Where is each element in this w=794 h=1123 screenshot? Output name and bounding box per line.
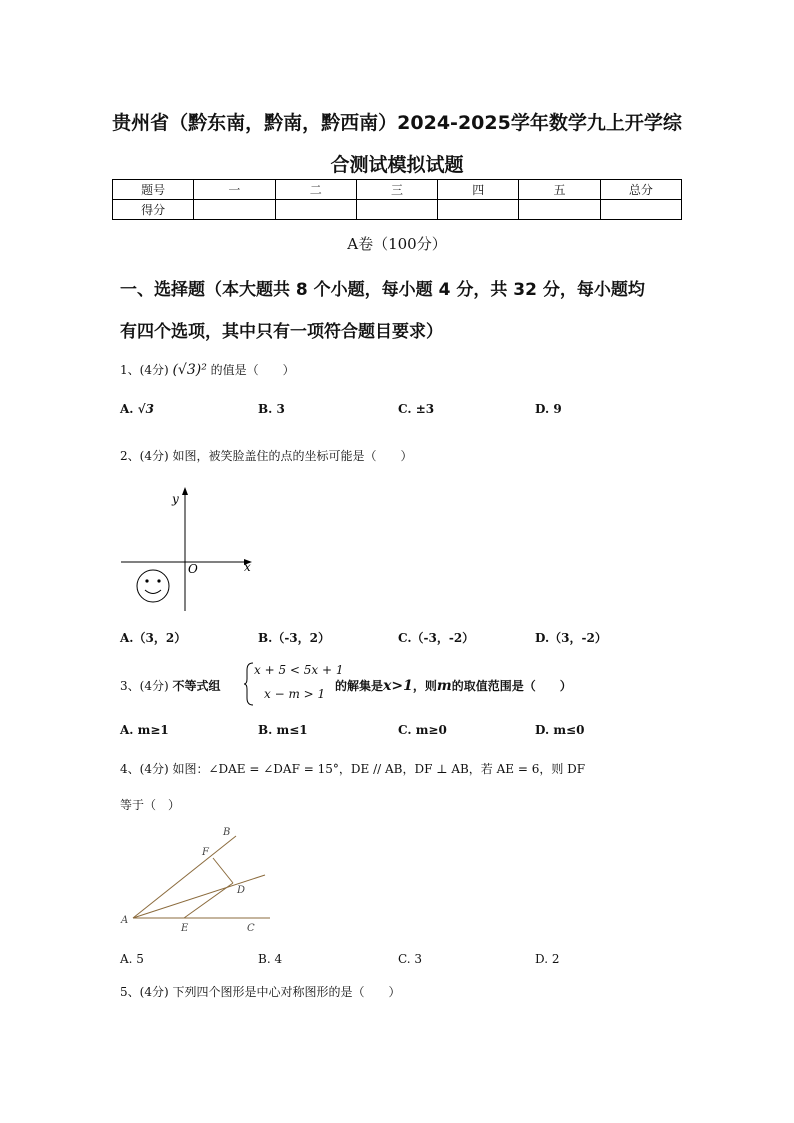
score-cell (194, 200, 275, 220)
question-5 (120, 983, 400, 1000)
inequality-line-1: x + 5 < 5x + 1 (254, 663, 344, 677)
option-b[interactable]: B. 4 (258, 952, 283, 966)
point-label-f: F (202, 847, 209, 858)
option-d[interactable]: D. 2 (535, 952, 560, 966)
segment-df (213, 858, 233, 883)
score-cell (275, 200, 356, 220)
score-cell: 五 (519, 180, 600, 200)
point-label-a: A (121, 915, 129, 926)
ray-ab (133, 836, 236, 918)
option-c[interactable]: C. ±3 (398, 402, 435, 416)
score-cell (600, 200, 681, 220)
point-label-e: E (181, 923, 189, 934)
score-cell (438, 200, 519, 220)
point-label-c: C (247, 923, 255, 934)
question-text: 如图：∠DAE = ∠DAF = 15°，DE // AB，DF ⊥ AB，若 AE = 6，则 DF (172, 762, 586, 776)
question-text: 下列四个图形是中心对称图形的是（ ） (172, 985, 401, 999)
question-prefix: 5、(4分) (120, 985, 169, 999)
option-a[interactable]: A. m≥1 (120, 723, 169, 737)
y-axis-arrow (182, 487, 188, 495)
score-cell: 总分 (600, 180, 681, 200)
question-prefix: 2、(4分) (120, 449, 169, 463)
option-d[interactable]: D.（3，-2） (535, 631, 607, 645)
score-cell: 一 (194, 180, 275, 200)
option-a[interactable]: A. 5 (120, 952, 144, 966)
question-1 (120, 361, 295, 378)
score-table-score-row (113, 200, 682, 220)
option-a[interactable]: A. √3 (120, 402, 154, 416)
math-expression: (√3)² (172, 362, 207, 378)
question-3-prefix: 3、(4分) 不等式组 (120, 679, 221, 693)
question-3-text: 的解集是x>1，则m的取值范围是（ ） (335, 678, 572, 694)
question-prefix: 4、(4分) (120, 762, 169, 776)
option-d[interactable]: D. 9 (535, 402, 562, 416)
inequality-line-2: x − m > 1 (264, 687, 326, 701)
option-b[interactable]: B. 3 (258, 402, 285, 416)
score-cell: 题号 (113, 180, 194, 200)
question-prefix: 1、(4分) (120, 363, 169, 377)
point-label-d: D (237, 885, 246, 896)
coordinate-figure (118, 485, 258, 615)
score-cell: 二 (275, 180, 356, 200)
question-2 (120, 447, 412, 464)
origin-label: O (188, 562, 198, 576)
document-title-line2: 合测试模拟试题 (330, 154, 464, 176)
section1-heading-line1: 一、选择题（本大题共 8 个小题，每小题 4 分，共 32 分，每小题均 (120, 280, 645, 300)
ray-ad (133, 875, 265, 918)
section1-heading-line2: 有四个选项，其中只有一项符合题目要求） (120, 322, 443, 342)
score-cell: 三 (356, 180, 437, 200)
score-cell: 四 (438, 180, 519, 200)
option-c[interactable]: C.（-3，-2） (398, 631, 475, 645)
score-table-header-row (113, 180, 682, 200)
point-label-b: B (223, 827, 231, 838)
x-axis-label: x (244, 560, 251, 574)
y-axis-label: y (172, 492, 179, 506)
question-text: 如图，被笑脸盖住的点的坐标可能是（ ） (172, 449, 413, 463)
score-table (112, 179, 682, 220)
score-cell (356, 200, 437, 220)
option-d[interactable]: D. m≤0 (535, 723, 585, 737)
question-4-continued: 等于（ ） (120, 798, 181, 812)
segment-de (184, 883, 233, 918)
question-text: 的值是（ ） (210, 363, 295, 377)
score-cell (519, 200, 600, 220)
option-c[interactable]: C. m≥0 (398, 723, 447, 737)
option-a[interactable]: A.（3，2） (120, 631, 187, 645)
option-c[interactable]: C. 3 (398, 952, 423, 966)
smiley-face-icon (137, 570, 169, 602)
option-b[interactable]: B.（-3，2） (258, 631, 331, 645)
geometry-figure (118, 824, 278, 936)
document-title-line1: 贵州省（黔东南，黔南，黔西南）2024-2025学年数学九上开学综 (112, 112, 682, 134)
question-4 (120, 760, 585, 777)
option-b[interactable]: B. m≤1 (258, 723, 308, 737)
paper-a-heading: A卷（100分） (347, 235, 447, 253)
score-cell: 得分 (113, 200, 194, 220)
